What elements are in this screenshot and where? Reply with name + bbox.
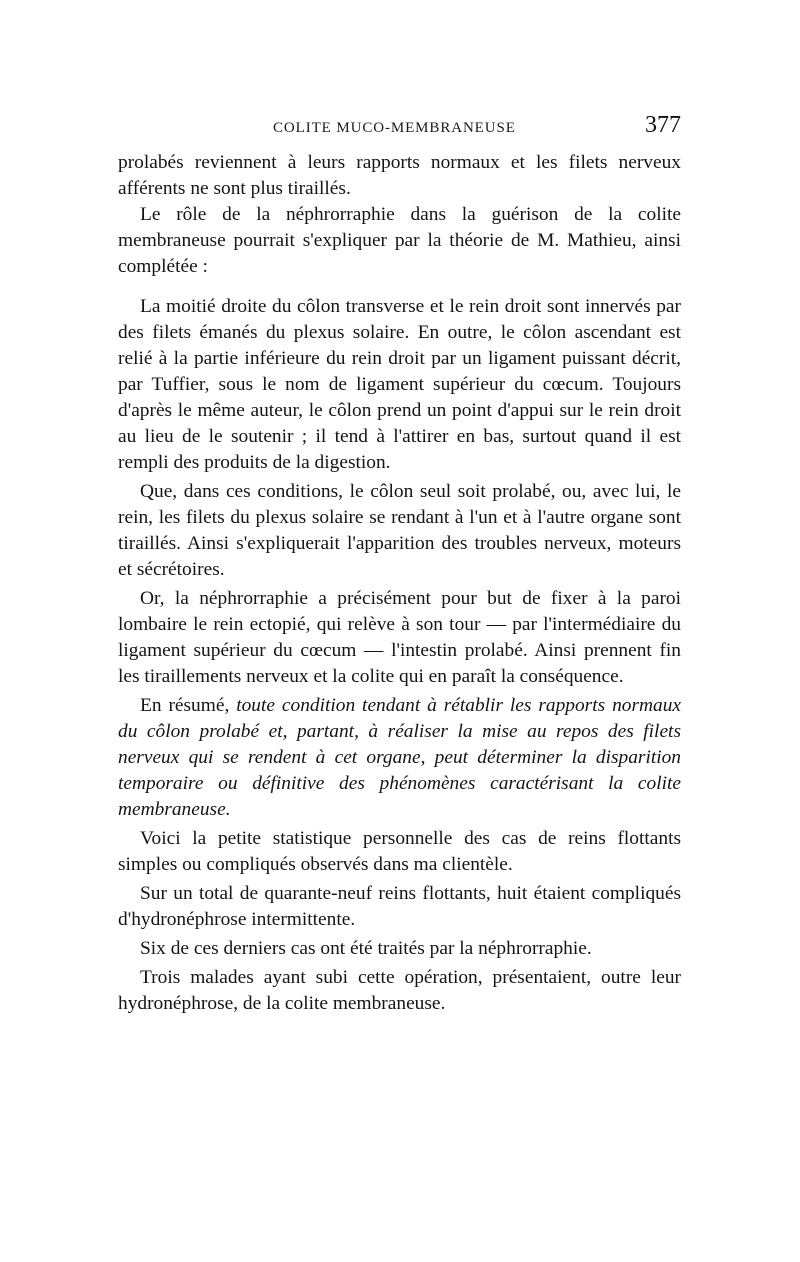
paragraph-continuation: prolabés reviennent à leurs rapports normaux et les filets nerveux afférents ne sont plus tiraillés. [118,152,681,199]
paragraph-statistics: Voici la petite statistique personnelle des cas de reins flottants simples ou compliqués observés dans ma clientèle. [118,828,681,875]
paragraph-conditions: Que, dans ces conditions, le côlon seul soit prolabé, ou, avec lui, le rein, les filets du plexus solaire se rendant à l'un et à l'autre organe sont tiraillés. Ainsi s'expliquerait l'apparition des troubles nerveux, moteurs et sécrétoires. [118,481,681,580]
summary-lead: En résumé, [140,695,237,716]
page-number: 377 [645,112,681,138]
page-body [118,150,681,1017]
paragraph-treated: Six de ces derniers cas ont été traités par la néphrorraphie. [140,938,592,959]
page-header [118,112,683,142]
running-title: COLITE MUCO-MEMBRANEUSE [273,120,516,136]
paragraph-innervation: La moitié droite du côlon transverse et le rein droit sont innervés par des filets émanés du plexus solaire. En outre, le côlon ascendant est relié à la partie inférieure du rein droit par un ligament puissant décrit, par Tuffier, sous le nom de ligament supérieur du cœcum. Toujours d'après le même auteur, le côlon prend un point d'appui sur le rein droit au lieu de le soutenir ; il tend à l'attirer en bas, surtout quand il est rempli des produits de la digestion. [118,296,681,473]
summary-emphasis: toute condition tendant à rétablir les rapports normaux du côlon prolabé et, partant, à réaliser la mise au repos des filets nerveux qui se rendent à cet organe, peut déterminer la disparition temporaire ou définitive des phénomènes caractérisant la colite membraneuse. [118,695,682,820]
paragraph-nephrorraphie-purpose: Or, la néphrorraphie a précisément pour but de fixer à la paroi lombaire le rein ectopié, qui relève à son tour — par l'intermédiaire du ligament supérieur du cœcum — l'intestin prolabé. Ainsi prennent fin les tiraillements nerveux et la colite qui en paraît la conséquence. [118,588,681,687]
paragraph-total: Sur un total de quarante-neuf reins flottants, huit étaient compliqués d'hydronéphrose intermittente. [118,883,681,930]
paragraph-three-patients: Trois malades ayant subi cette opération, présentaient, outre leur hydronéphrose, de la colite membraneuse. [118,967,681,1014]
paragraph-summary [118,693,681,823]
paragraph-nephrorraphie-role: Le rôle de la néphrorraphie dans la guérison de la colite membraneuse pourrait s'expliquer par la théorie de M. Mathieu, ainsi complétée : [118,204,681,277]
